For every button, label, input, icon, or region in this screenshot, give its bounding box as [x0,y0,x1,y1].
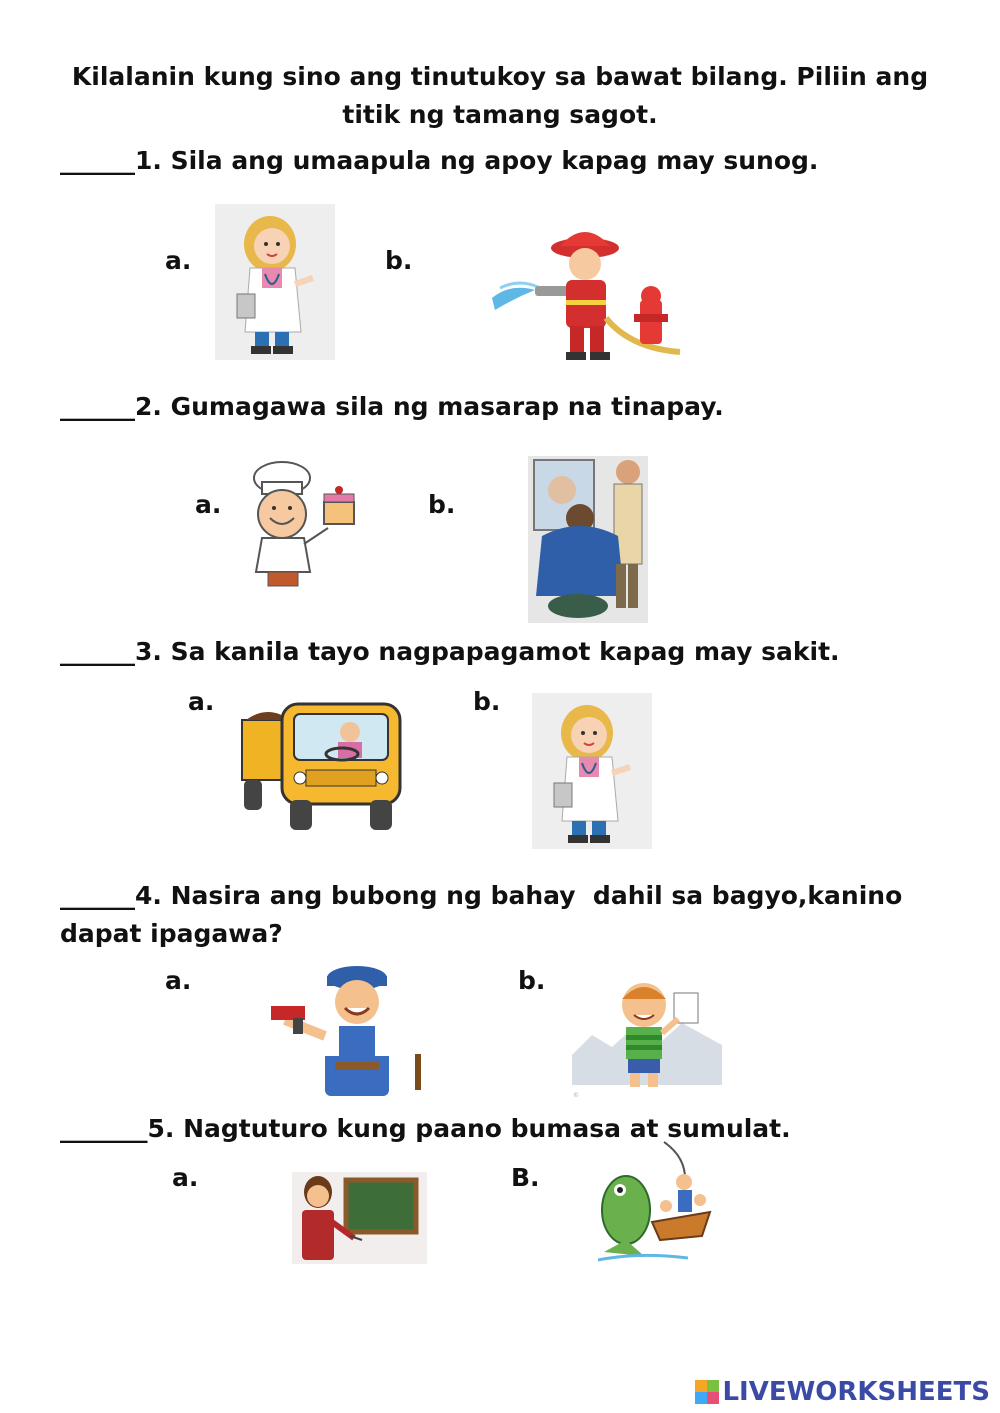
q1-option-b-label[interactable]: b. [385,246,413,275]
q3-option-b-label[interactable]: b. [473,687,501,716]
baker-icon [240,456,360,596]
q2-option-b-label[interactable]: b. [428,490,456,519]
question-4: ______4. Nasira ang bubong ng bahay dahil sa bagyo,kanino dapat ipagawa? [60,881,903,948]
question-1: ______1. Sila ang umaapula ng apoy kapag may sunog. [60,146,819,175]
doctor-icon [215,204,335,360]
q3-option-a-label[interactable]: a. [188,687,215,716]
question-3: ______3. Sa kanila tayo nagpapagamot kapag may sakit. [60,637,840,666]
liveworksheets-logo-icon [695,1380,719,1404]
brand-name: LIVEWORKSHEETS [722,1377,990,1407]
q4-option-a-label[interactable]: a. [165,966,192,995]
truck-driver-icon [238,700,408,834]
doctor-icon [532,693,652,849]
svg-text:©: © [573,1092,579,1099]
fisherman-icon [598,1140,713,1265]
q5-option-a-label[interactable]: a. [172,1163,199,1192]
q4-option-b-label[interactable]: b. [518,966,546,995]
carpenter-icon [265,962,450,1100]
q2-option-a-label[interactable]: a. [195,490,222,519]
teacher-icon [292,1172,427,1264]
instructions: Kilalanin kung sino ang tinutukoy sa bawat bilang. Piliin ang titik ng tamang sagot. [71,62,929,129]
barber-icon [528,456,648,623]
student-icon [572,975,722,1100]
question-5: _______5. Nagtuturo kung paano bumasa at sumulat. [60,1114,791,1143]
q5-option-b-label[interactable]: B. [511,1163,540,1192]
firefighter-icon [490,228,685,366]
question-2: ______2. Gumagawa sila ng masarap na tinapay. [60,392,724,421]
liveworksheets-logo [695,1377,990,1407]
q1-option-a-label[interactable]: a. [165,246,192,275]
